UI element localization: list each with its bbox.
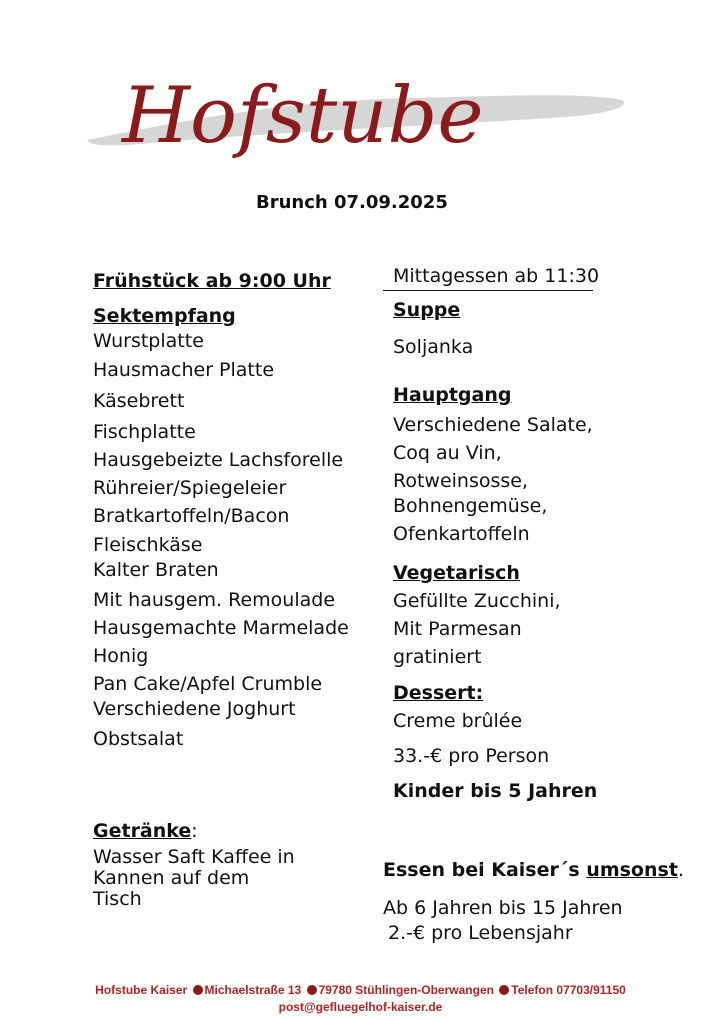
bullet-icon: [499, 985, 509, 995]
logo-text: Hofstube: [122, 71, 484, 161]
kaiser-note: [383, 858, 703, 946]
footer-phone: Telefon 07703/91150: [511, 983, 626, 997]
drinks-line: Tisch: [93, 888, 142, 910]
price-text: 33.-€ pro Person: [393, 745, 550, 767]
menu-item: Honig: [93, 645, 149, 667]
lunch-heading: Mittagessen ab 11:30: [393, 265, 600, 287]
menu-item: Hausgemachte Marmelade: [93, 617, 349, 639]
menu-item: Bratkartoffeln/Bacon: [93, 505, 290, 527]
bullet-icon: [307, 985, 317, 995]
vegetarian-item: gratiniert: [393, 646, 482, 668]
drinks-heading: Getränke: [93, 820, 192, 842]
per-year-price: 2.-€ pro Lebensjahr: [388, 922, 573, 944]
kaiser-suffix: .: [677, 859, 684, 881]
main-item: Bohnengemüse,: [393, 495, 548, 517]
menu-item: Fleischkäse: [93, 534, 203, 556]
soup-item: Soljanka: [393, 336, 474, 358]
menu-item: Wurstplatte: [93, 330, 204, 352]
vegetarian-item: Gefüllte Zucchini,: [393, 590, 561, 612]
menu-item: Hausmacher Platte: [93, 359, 275, 381]
kaiser-line: [383, 858, 703, 883]
kaiser-free: umsonst: [586, 859, 678, 881]
menu-item: Verschiedene Joghurt: [93, 698, 296, 720]
menu-item: Mit hausgem. Remoulade: [93, 589, 336, 611]
drinks-colon: :: [191, 820, 198, 842]
footer-city: 79780 Stühlingen-Oberwangen: [318, 983, 498, 997]
menu-item: Hausgebeizte Lachsforelle: [93, 449, 344, 471]
footer-address: [0, 983, 721, 997]
kaiser-prefix: Essen bei Kaiser´s: [383, 859, 587, 881]
lunch-column: [393, 264, 693, 804]
menu-item: Rühreier/Spiegeleier: [93, 477, 287, 499]
menu-item: Obstsalat: [93, 728, 184, 750]
dessert-heading: Dessert:: [393, 682, 484, 704]
main-item: Rotweinsosse,: [393, 470, 529, 492]
menu-item: Käsebrett: [93, 390, 185, 412]
brunch-title: Brunch 07.09.2025: [256, 192, 448, 213]
drinks-line: Kannen auf dem: [93, 867, 250, 889]
breakfast-column: [93, 269, 373, 910]
main-item: Coq au Vin,: [393, 442, 502, 464]
footer-email[interactable]: post@gefluegelhof-kaiser.de: [278, 1000, 443, 1014]
footer-company: Hofstube Kaiser: [95, 983, 191, 997]
menu-item: Pan Cake/Apfel Crumble: [93, 673, 323, 695]
vegetarian-heading: Vegetarisch: [393, 562, 520, 584]
sektempfang-heading: Sektempfang: [93, 305, 236, 327]
footer-street: Michaelstraße 13: [204, 983, 305, 997]
drinks-line: Wasser Saft Kaffee in: [93, 846, 295, 868]
age-range: Ab 6 Jahren bis 15 Jahren: [383, 897, 623, 919]
menu-item: Fischplatte: [93, 421, 196, 443]
hofstube-logo: [82, 70, 642, 180]
kids-note: Kinder bis 5 Jahren: [393, 780, 598, 802]
main-course-heading: Hauptgang: [393, 384, 512, 406]
bullet-icon: [193, 985, 203, 995]
main-item: Verschiedene Salate,: [393, 414, 593, 436]
menu-item: Kalter Braten: [93, 559, 219, 581]
drinks-heading-row: [93, 819, 373, 844]
main-item: Ofenkartoffeln: [393, 523, 530, 545]
dessert-item: Creme brûlée: [393, 710, 523, 732]
vegetarian-item: Mit Parmesan: [393, 618, 522, 640]
breakfast-heading: Frühstück ab 9:00 Uhr: [93, 270, 331, 292]
soup-heading: Suppe: [393, 299, 461, 321]
